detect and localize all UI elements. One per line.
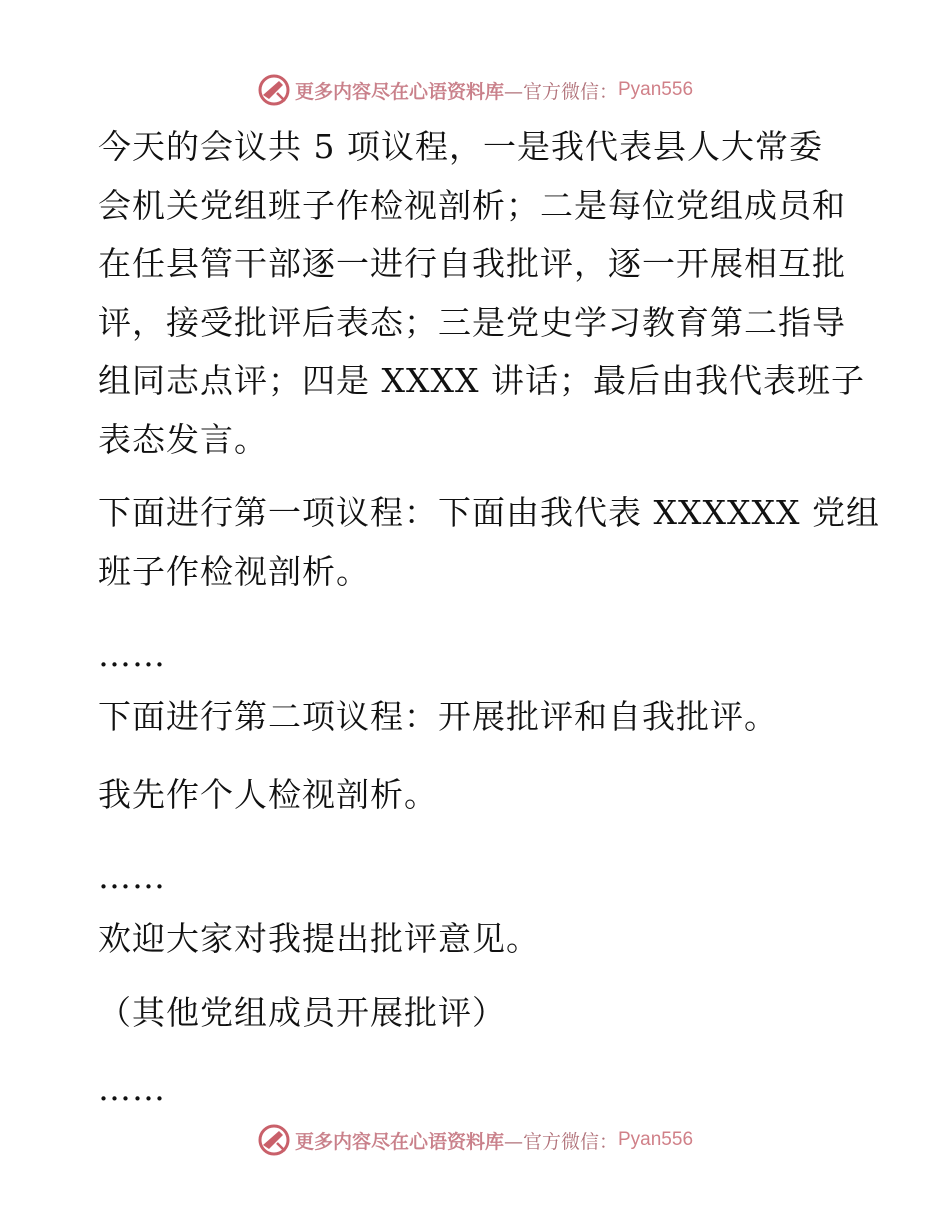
text-line: 表态发言。	[98, 419, 268, 459]
ellipsis-line: ……	[98, 1069, 166, 1108]
text-line: 在任县管干部逐一进行自我批评，逐一开展相互批	[98, 244, 846, 283]
text-line: 下面进行第一项议程：下面由我代表 XXXXXX 党组	[98, 493, 880, 532]
banner-wechat-id: Pyan556	[618, 79, 694, 100]
text-line: 今天的会议共 5 项议程，一是我代表县人大常委	[98, 127, 823, 166]
banner-sub-text: —官方微信：	[503, 80, 618, 103]
ellipsis-line: ……	[98, 635, 166, 674]
banner-main-text: 更多内容尽在心语资料库	[294, 1130, 504, 1153]
text-line: 班子作检视剖析。	[98, 551, 370, 591]
ellipsis-line: ……	[98, 857, 166, 896]
paragraph-second-agenda: 下面进行第二项议程：开展批评和自我批评。	[98, 697, 778, 736]
text-line: 会机关党组班子作检视剖析；二是每位党组成员和	[98, 185, 846, 225]
paragraph-first-agenda	[98, 484, 880, 601]
pen-logo-icon	[257, 1123, 291, 1157]
banner-sub-text: —官方微信：	[503, 1130, 618, 1153]
paragraph-agenda-overview	[98, 118, 865, 469]
banner-wechat-id: Pyan556	[618, 1129, 694, 1150]
paragraph-self-review: 我先作个人检视剖析。	[98, 775, 438, 814]
header-banner	[0, 70, 950, 110]
footer-banner	[0, 1120, 950, 1160]
paragraph-other-members: （其他党组成员开展批评）	[98, 993, 506, 1032]
text-line: 组同志点评；四是 XXXX 讲话；最后由我代表班子	[98, 361, 865, 400]
paragraph-welcome-criticism: 欢迎大家对我提出批评意见。	[98, 919, 540, 958]
pen-logo-icon	[257, 73, 291, 107]
banner-main-text: 更多内容尽在心语资料库	[294, 80, 504, 103]
text-line: 评，接受批评后表态；三是党史学习教育第二指导	[98, 302, 846, 342]
